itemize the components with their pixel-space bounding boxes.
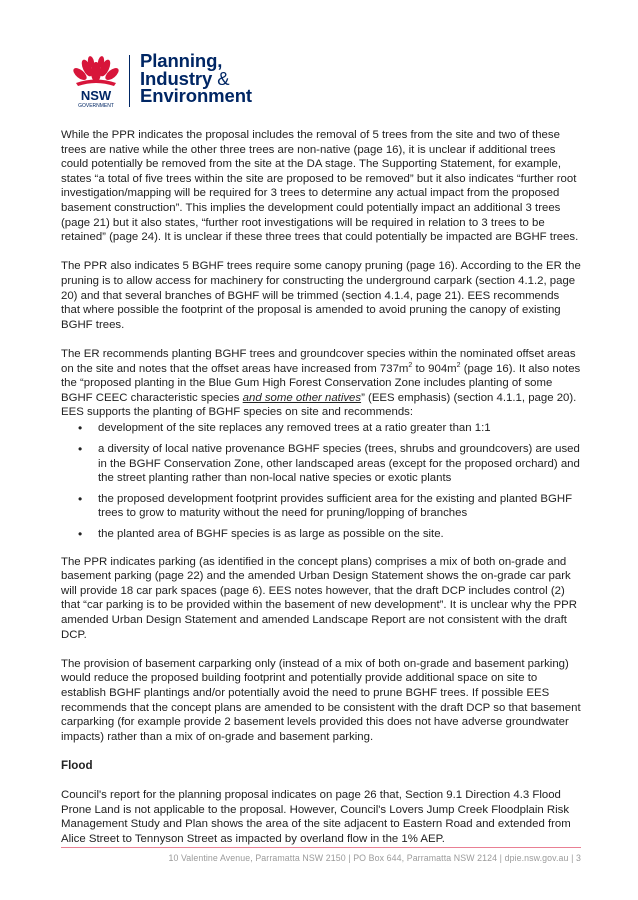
- dept-line-industry: Industry &: [140, 67, 230, 89]
- recommendations-list: [61, 421, 581, 541]
- paragraph-canopy-pruning: The PPR also indicates 5 BGHF trees require some canopy pruning (page 16). According to the ER the pruning is to allow access for machinery for constructing the underground carpark (section 4.1.2, page 20) and that several branches of BGHF will be trimmed (section 4.1.4, page 21). EES recommends that where possible the footprint of the proposal is amended to avoid pruning the canopy of existing BGHF trees.: [61, 260, 581, 331]
- body-text: [61, 128, 581, 861]
- dept-line-planning: Planning,: [140, 50, 223, 71]
- list-item: • the proposed development footprint provides sufficient area for the existing and planted BGHF trees to grow to maturity without the need for pruning/lopping of branches: [61, 492, 581, 521]
- waratah-logo-icon: [68, 52, 124, 108]
- paragraph-offset-planting: The ER recommends planting BGHF trees and groundcover species within the nominated offset areas on the site and notes that the offset areas have increased from $737m^2$ to $904m^2$ (page 16). It also notes the “proposed planting in the Blue Gum High Forest Conservation Zone includes planting of some BGHF CEEC characteristic species and some other natives” (EES emphasis) (section 4.1.1, page 20). EES supports the planting of BGHF species on site and recommends:: [61, 347, 581, 419]
- list-item: • a diversity of local native provenance BGHF species (trees, shrubs and groundcovers) are used in the BGHF Conservation Zone, other landscaped areas (except for the proposed orchard) and the street planting rather than non-local native species or exotic plants: [61, 442, 581, 486]
- heading-flood: Flood: [61, 758, 93, 772]
- logo-divider: [129, 55, 130, 107]
- department-name: [140, 52, 252, 105]
- paragraph-flood: Council's report for the planning proposal indicates on page 26 that, Section 9.1 Direction 4.3 Flood Prone Land is not applicable to the proposal. However, Council's Lovers Jump Creek Floodplain Risk Management Study and Plan shows the area of the site adjacent to Eastern Road and extended from Alice Street to Tennyson Street as impacted by overland flow in the 1% AEP.: [61, 788, 571, 845]
- dept-ampersand: &: [217, 67, 230, 89]
- paragraph-tree-removal: While the PPR indicates the proposal includes the removal of 5 trees from the site and two of these trees are native while the other three trees are non-native (page 16), it is unclear if additional trees could potentially be removed from the site at the DA stage. The Supporting Statement, for example, states “a total of five trees within the site are proposed to be removed” but it also indicates “further root investigation/mapping will be required for 3 trees to determine any actual impact from the proposed basement construction”. This implies the development could potentially impact an additional 3 trees (page 21) but it also states, “further root investigations will be required in relation to 3 trees to be retained” (page 24). It is unclear if these three trees that could potentially be impacted are BGHF trees.: [61, 129, 579, 244]
- footer-divider: [61, 847, 581, 848]
- list-item: • the planted area of BGHF species is as large as possible on the site.: [61, 527, 581, 542]
- government-logo-text: GOVERNMENT: [78, 103, 114, 108]
- list-item: • development of the site replaces any removed trees at a ratio greater than 1:1: [61, 421, 581, 436]
- paragraph-basement-carparking: The provision of basement carparking only (instead of a mix of both on-grade and basement parking) would reduce the proposed building footprint and potentially provide additional space on site to establish BGHF plantings and/or potentially avoid the need to prune BGHF trees. If possible EES recommends that the concept plans are amended to be consistent with the draft DCP so that basement carparking (for example provide 2 basement levels provided this does not have adverse groundwater impacts) rather than a mix of on-grade and basement parking.: [61, 657, 581, 743]
- footer-address: 10 Valentine Avenue, Parramatta NSW 2150 | PO Box 644, Parramatta NSW 2124 | dpie.nsw.gov.au | 3: [168, 853, 581, 863]
- nsw-logo-text: NSW: [80, 88, 112, 103]
- paragraph-parking: The PPR indicates parking (as identified in the concept plans) comprises a mix of both on-grade and basement parking (page 22) and the amended Urban Design Statement shows the on-grade car park will provide 18 car park spaces (page 6). EES notes however, that the draft DCP includes control (2) that “car parking is to be provided within the basement of new development”. It is unclear why the PPR amended Urban Design Statement and amended Landscape Report are not consistent with the draft DCP.: [61, 555, 578, 641]
- emphasis-text: and some other natives: [242, 391, 362, 404]
- dept-line-environment: Environment: [140, 85, 252, 106]
- nsw-government-logo: [68, 52, 268, 110]
